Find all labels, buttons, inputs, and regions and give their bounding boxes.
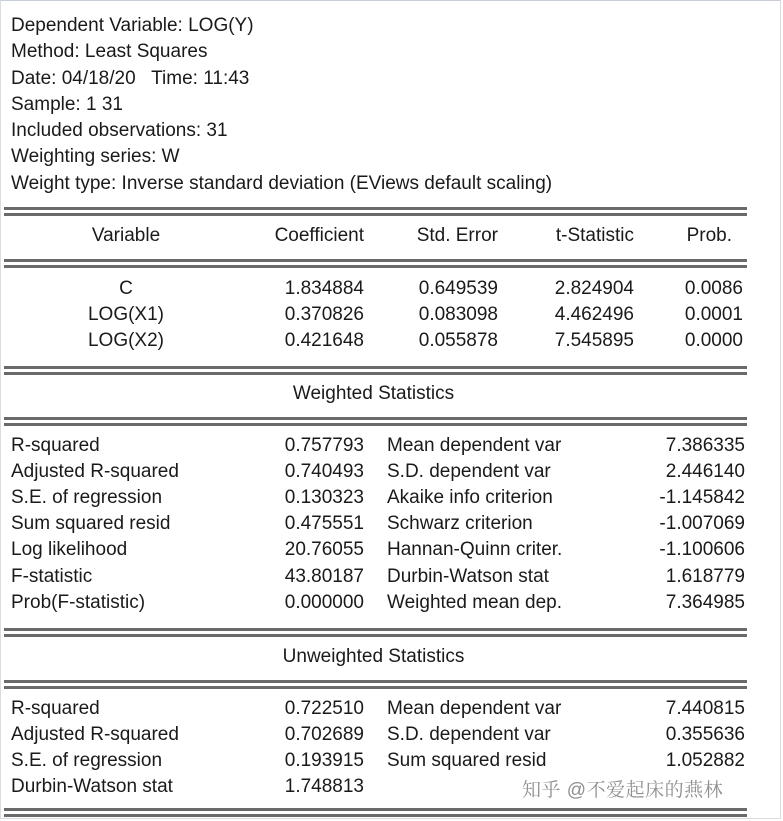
stat-row xyxy=(0,435,760,461)
stat-label: R-squared xyxy=(11,435,100,456)
stat-label: Sum squared resid xyxy=(387,750,547,771)
stat-value: 43.80187 xyxy=(284,566,364,587)
table-row xyxy=(0,278,760,304)
stat-label: R-squared xyxy=(11,698,100,719)
std-error-value: 0.055878 xyxy=(418,330,498,351)
variable-name: C xyxy=(119,278,133,299)
stat-label: Sum squared resid xyxy=(11,513,171,534)
col-prob: Prob. xyxy=(686,225,732,246)
weight-type-line: Weight type: Inverse standard deviation (EViews default scaling) xyxy=(11,172,553,194)
rule-double xyxy=(4,366,747,375)
stat-row xyxy=(0,750,760,776)
regression-header xyxy=(11,13,552,197)
stat-value: 0.355636 xyxy=(665,724,745,745)
table-row xyxy=(0,330,760,356)
coefficient-value: 0.421648 xyxy=(284,330,364,351)
stat-label: Schwarz criterion xyxy=(387,513,533,534)
stat-row xyxy=(0,724,760,750)
stat-label: Durbin-Watson stat xyxy=(11,776,173,797)
rule-double xyxy=(4,207,747,216)
stat-label: Weighted mean dep. xyxy=(387,592,562,613)
stat-row xyxy=(0,566,760,592)
rule-double xyxy=(4,628,747,637)
stat-value: 20.76055 xyxy=(284,539,364,560)
variable-name: LOG(X1) xyxy=(87,304,165,325)
stat-label: Prob(F-statistic) xyxy=(11,592,146,613)
stat-label: Adjusted R-squared xyxy=(11,461,179,482)
rule-double xyxy=(4,259,747,268)
included-observations-line: Included observations: 31 xyxy=(11,120,228,142)
t-stat-value: 7.545895 xyxy=(554,330,634,351)
stat-label: Adjusted R-squared xyxy=(11,724,179,745)
stat-value: 7.386335 xyxy=(665,435,745,456)
stat-value: 2.446140 xyxy=(665,461,745,482)
stat-value: 0.475551 xyxy=(284,513,364,534)
stat-label: Durbin-Watson stat xyxy=(387,566,549,587)
stat-row xyxy=(0,698,760,724)
col-variable: Variable xyxy=(91,225,161,246)
stat-label: S.E. of regression xyxy=(11,487,163,508)
stat-row xyxy=(0,592,760,618)
stat-value: 0.193915 xyxy=(284,750,364,771)
date-time-line: Date: 04/18/20 Time: 11:43 xyxy=(11,67,250,89)
sample-line: Sample: 1 31 xyxy=(11,93,123,115)
stat-value: 0.130323 xyxy=(284,487,364,508)
col-t-statistic: t-Statistic xyxy=(555,225,634,246)
prob-value: 0.0000 xyxy=(684,330,743,351)
t-stat-value: 2.824904 xyxy=(554,278,634,299)
stat-row xyxy=(0,513,760,539)
stat-label: Mean dependent var xyxy=(387,435,562,456)
stat-value: 0.757793 xyxy=(284,435,364,456)
stat-label: S.D. dependent var xyxy=(387,724,551,745)
stat-row xyxy=(0,539,760,565)
coefficient-value: 0.370826 xyxy=(284,304,364,325)
stat-label: S.E. of regression xyxy=(11,750,163,771)
stat-label: Hannan-Quinn criter. xyxy=(387,539,563,560)
method-line: Method: Least Squares xyxy=(11,41,208,63)
stat-value: 0.000000 xyxy=(284,592,364,613)
stat-label: Mean dependent var xyxy=(387,698,562,719)
std-error-value: 0.649539 xyxy=(418,278,498,299)
weighting-series-line: Weighting series: W xyxy=(11,146,180,168)
variable-name: LOG(X2) xyxy=(87,330,165,351)
rule-double xyxy=(4,417,747,426)
stat-value: 1.052882 xyxy=(665,750,745,771)
stat-value: 0.740493 xyxy=(284,461,364,482)
prob-value: 0.0086 xyxy=(684,278,743,299)
coef-table-header xyxy=(0,225,760,251)
unweighted-statistics-title: Unweighted Statistics xyxy=(282,646,465,667)
stat-row xyxy=(0,461,760,487)
table-row xyxy=(0,304,760,330)
stat-value: 0.702689 xyxy=(284,724,364,745)
stat-value: -1.145842 xyxy=(659,487,745,508)
col-std-error: Std. Error xyxy=(416,225,498,246)
stat-value: 1.748813 xyxy=(284,776,364,797)
stat-row xyxy=(0,487,760,513)
coefficient-value: 1.834884 xyxy=(284,278,364,299)
watermark: 知乎 @不爱起床的燕林 xyxy=(522,780,724,801)
stat-label: F-statistic xyxy=(11,566,93,587)
stat-label: Akaike info criterion xyxy=(387,487,553,508)
stat-value: 7.364985 xyxy=(665,592,745,613)
t-stat-value: 4.462496 xyxy=(554,304,634,325)
stat-value: 1.618779 xyxy=(665,566,745,587)
stat-value: -1.100606 xyxy=(659,539,745,560)
dependent-variable-line: Dependent Variable: LOG(Y) xyxy=(11,15,254,36)
stat-label: S.D. dependent var xyxy=(387,461,551,482)
stat-value: -1.007069 xyxy=(659,513,745,534)
std-error-value: 0.083098 xyxy=(418,304,498,325)
col-coefficient: Coefficient xyxy=(274,225,364,246)
rule-double xyxy=(4,680,747,689)
rule-double xyxy=(4,808,747,817)
prob-value: 0.0001 xyxy=(684,304,743,325)
weighted-statistics-title: Weighted Statistics xyxy=(292,383,455,404)
stat-value: 0.722510 xyxy=(284,698,364,719)
stat-label: Log likelihood xyxy=(11,539,128,560)
stat-value: 7.440815 xyxy=(665,698,745,719)
